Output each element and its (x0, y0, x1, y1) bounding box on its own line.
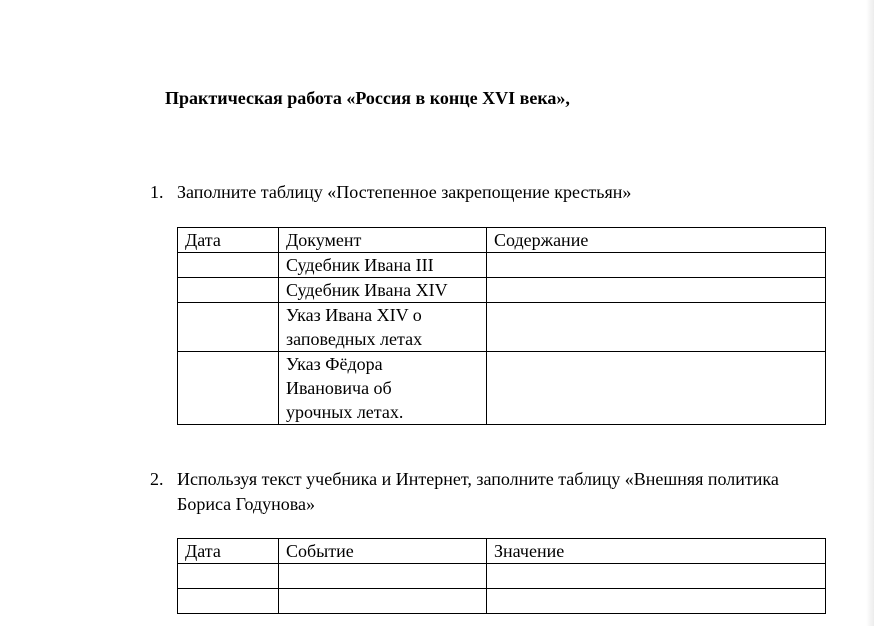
content-cell[interactable] (487, 253, 826, 278)
task-1-number: 1. (150, 182, 164, 202)
task-1-text: Заполните таблицу «Постепенное закрепощение крестьян» (177, 182, 632, 202)
date-cell[interactable] (178, 303, 279, 352)
table-header-row (178, 228, 826, 253)
table-row (178, 564, 826, 589)
serfdom-table (177, 227, 826, 425)
header-content: Содержание (487, 228, 826, 253)
event-cell[interactable] (279, 589, 487, 614)
godunov-table (177, 538, 826, 614)
meaning-cell[interactable] (487, 564, 826, 589)
header-date: Дата (178, 539, 279, 564)
header-date: Дата (178, 228, 279, 253)
document-cell: Судебник Ивана XIV (279, 278, 487, 303)
table-row (178, 278, 826, 303)
page-title: Практическая работа «Россия в конце XVI века», (165, 88, 570, 108)
content-cell[interactable] (487, 303, 826, 352)
document-cell: Указ Ивана XIV о заповедных летах (279, 303, 487, 352)
task-2-text: Используя текст учебника и Интернет, заполните таблицу «Внешняя политика Бориса Годунова» (177, 469, 779, 514)
date-cell[interactable] (178, 253, 279, 278)
header-meaning: Значение (487, 539, 826, 564)
table-header-row (178, 539, 826, 564)
table-row (178, 303, 826, 352)
header-event: Событие (279, 539, 487, 564)
event-cell[interactable] (279, 564, 487, 589)
table-row (178, 352, 826, 425)
date-cell[interactable] (178, 278, 279, 303)
table-row (178, 589, 826, 614)
task-2-number: 2. (150, 469, 164, 489)
content-cell[interactable] (487, 352, 826, 425)
date-cell[interactable] (178, 589, 279, 614)
task-2 (150, 467, 830, 517)
date-cell[interactable] (178, 352, 279, 425)
date-cell[interactable] (178, 564, 279, 589)
meaning-cell[interactable] (487, 589, 826, 614)
document-cell: Указ Фёдора Ивановича об урочных летах. (279, 352, 487, 425)
task-1 (150, 180, 631, 205)
content-cell[interactable] (487, 278, 826, 303)
header-document: Документ (279, 228, 487, 253)
table-row (178, 253, 826, 278)
document-cell: Судебник Ивана III (279, 253, 487, 278)
page-edge (866, 0, 874, 626)
